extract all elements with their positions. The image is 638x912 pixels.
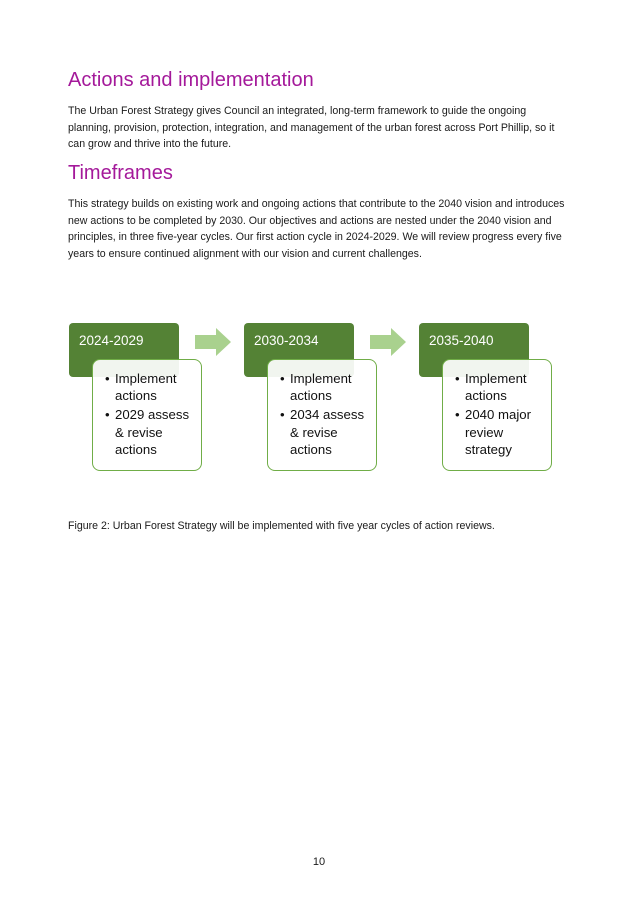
stage-1-item-2 xyxy=(105,406,195,458)
stage-2-item-2-text: 2034 assess & revise actions xyxy=(290,407,365,457)
stage-3-period: 2035-2040 xyxy=(429,333,494,348)
stage-3-details xyxy=(442,359,552,471)
paragraph-timeframes: This strategy builds on existing work and ongoing actions that contribute to the 2040 vision and introduces new actions to be completed by 2030. Our objectives and actions are nested under the 2040 vision and principles, in three five-year cycles. Our first action cycle in 2024-2029. We will review progress every five years to ensure continued alignment with our vision and current challenges. xyxy=(68,198,565,260)
stage-3-item-2-text: 2040 major review strategy xyxy=(465,407,531,457)
bullet-marker: • xyxy=(105,371,110,386)
stage-1-item-1 xyxy=(105,370,195,404)
stage-3-item-1-text: Implement actions xyxy=(465,371,527,404)
bullet-marker: • xyxy=(455,407,460,423)
arrow-right-icon xyxy=(195,328,231,356)
bullet-marker: • xyxy=(280,407,285,423)
stage-1-period: 2024-2029 xyxy=(79,333,144,348)
stage-2-details xyxy=(267,359,377,471)
stage-2-period: 2030-2034 xyxy=(254,333,319,348)
stage-2-list xyxy=(280,370,370,458)
paragraph-actions-and-implementation: The Urban Forest Strategy gives Council an integrated, long-term framework to guide the ongoing planning, provision, protection, integration, and management of the urban forest across Port Phillip, so it can grow and thrive into the future. xyxy=(68,105,555,151)
stage-2-item-1-text: Implement actions xyxy=(290,371,352,404)
stage-1-item-2-text: 2029 assess & revise actions xyxy=(115,407,190,457)
page-number: 10 xyxy=(312,856,326,868)
arrow-right-icon xyxy=(370,328,406,356)
stage-3-item-2 xyxy=(455,406,545,458)
heading-actions-and-implementation: Actions and implementation xyxy=(68,69,314,91)
heading-timeframes: Timeframes xyxy=(68,162,173,184)
stage-2-item-1 xyxy=(280,370,370,404)
figure-caption: Figure 2: Urban Forest Strategy will be implemented with five year cycles of action reviews. xyxy=(68,520,495,532)
bullet-marker: • xyxy=(105,407,110,423)
bullet-marker: • xyxy=(280,371,285,386)
stage-1-item-1-text: Implement actions xyxy=(115,371,177,404)
bullet-marker: • xyxy=(455,371,460,386)
stage-2-item-2 xyxy=(280,406,370,458)
stage-3-list xyxy=(455,370,545,458)
stage-1-list xyxy=(105,370,195,458)
stage-3-item-1 xyxy=(455,370,545,404)
stage-1-details xyxy=(92,359,202,471)
